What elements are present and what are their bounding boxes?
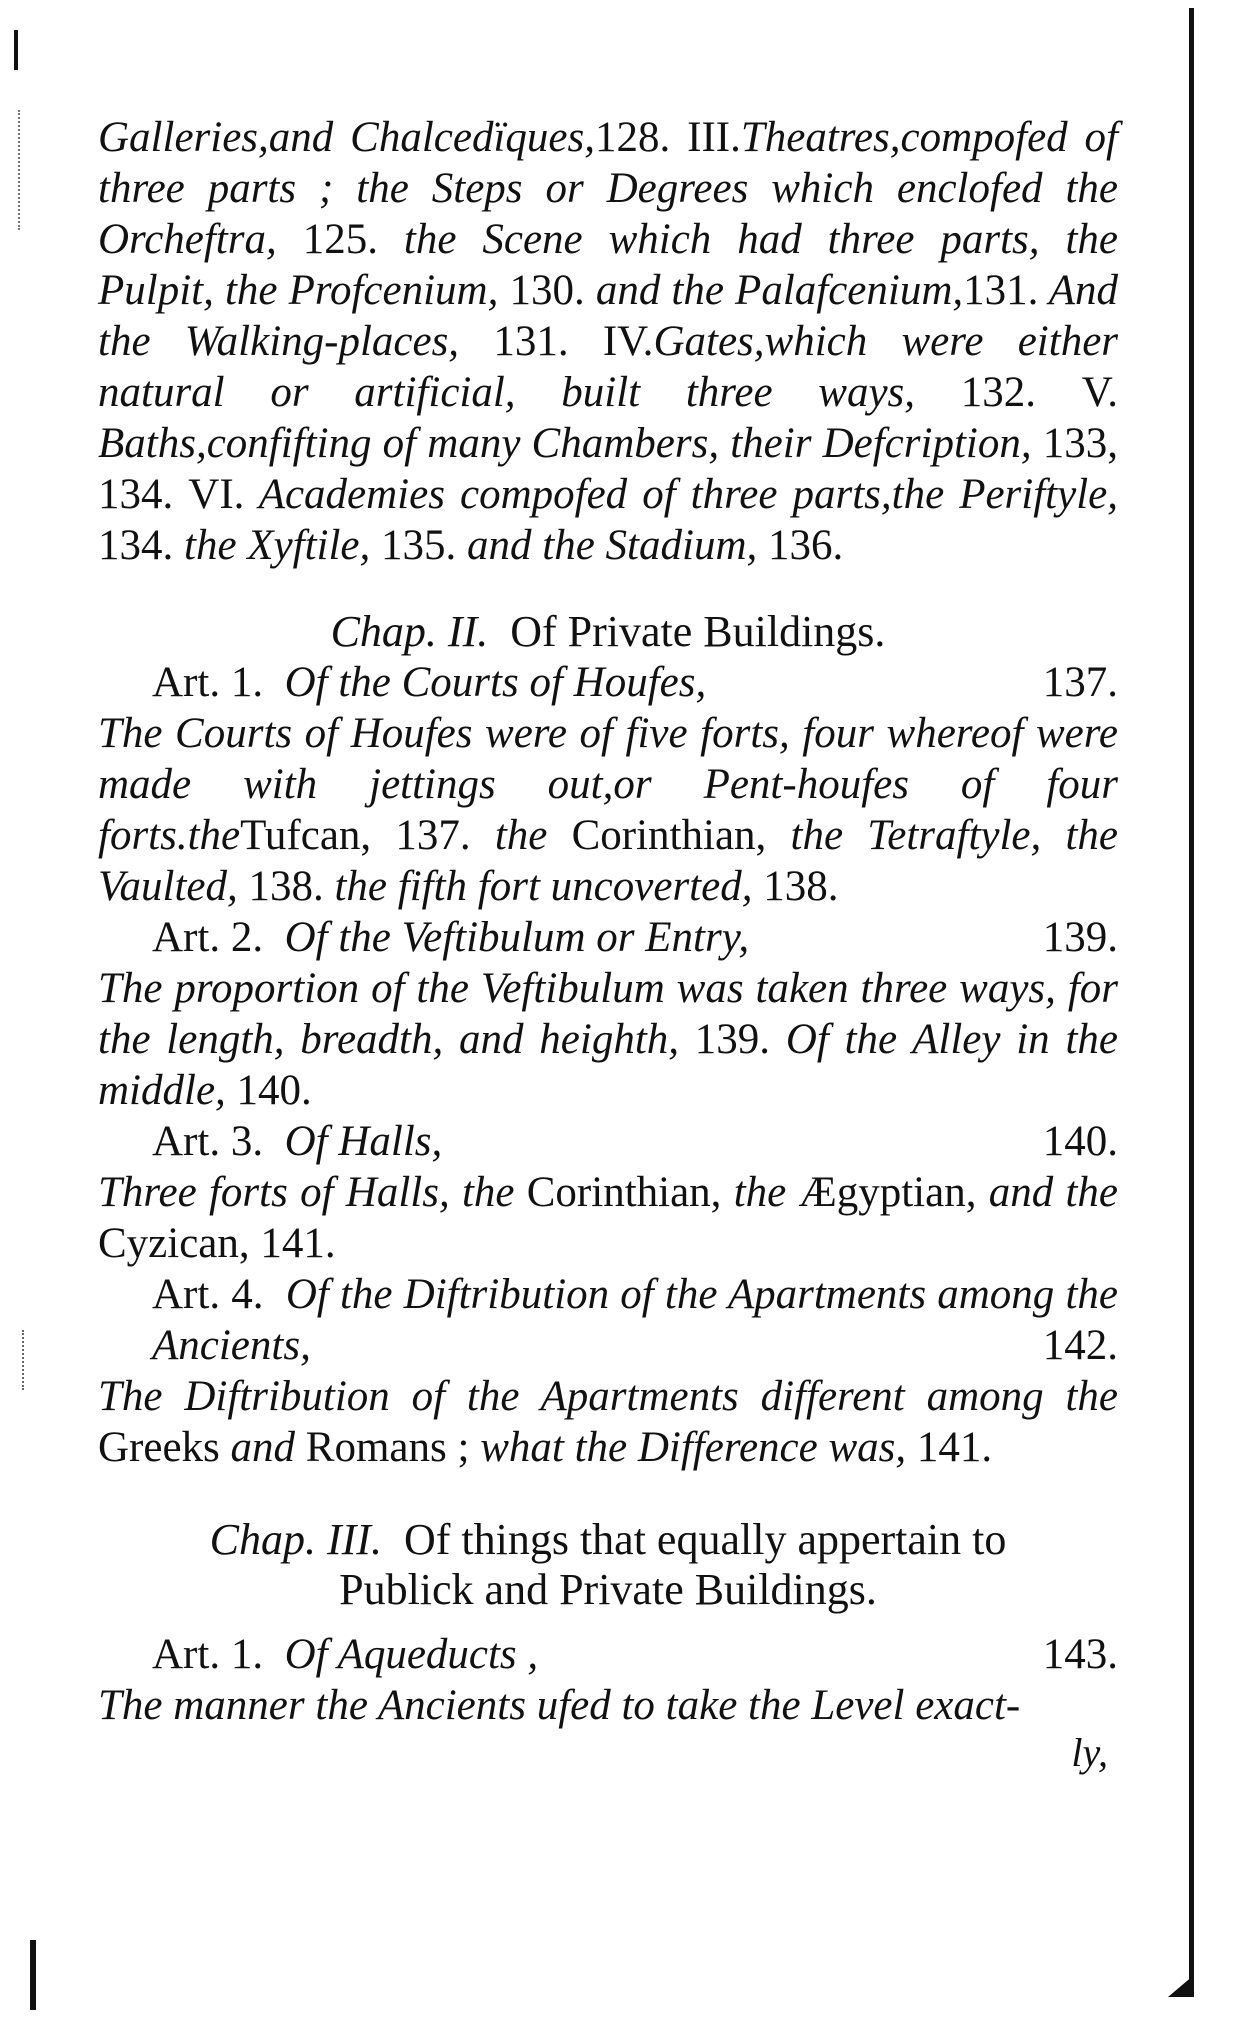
article-title: Of the Veftibulum or Entry, [284, 914, 750, 961]
article-heading [98, 1629, 1118, 1680]
catchword: ly, [1071, 1730, 1108, 1775]
page-edge-rule [1189, 8, 1194, 1988]
scene-text: the Scene which had three parts, the Pulpit, the Profcenium, [98, 216, 1119, 314]
body-text: The Diftribution of the Apartments different among the [98, 1373, 1118, 1420]
greeks-text: Greeks [98, 1424, 220, 1471]
page-ref: 136. [768, 522, 844, 569]
article-body [98, 1167, 1118, 1269]
article-page: 143. [1042, 1631, 1118, 1678]
page-ref: 138. [248, 863, 324, 910]
article-label: Art. 4. [152, 1271, 264, 1318]
cyzican-text: Cyzican, [98, 1220, 250, 1267]
numeral: IV. [602, 318, 654, 365]
page-ref: 137. [395, 812, 471, 859]
academies-text: Academies compofed of three parts,the Periftyle, [258, 471, 1118, 518]
article-page: 139. [1042, 914, 1118, 961]
body-text: the [494, 812, 548, 859]
chapter-heading-3 [98, 1515, 1118, 1615]
numeral: III. [687, 114, 741, 161]
tuscan-text: Tufcan, [240, 812, 372, 859]
body-text: the Tetraftyle, the Vaulted, [98, 812, 1119, 910]
article-heading [98, 1116, 1118, 1167]
article-heading [98, 657, 1118, 708]
page-ref: 138. [763, 863, 839, 910]
article-body [98, 1371, 1118, 1473]
page-ref: 135. [381, 522, 457, 569]
scan-specks [18, 110, 30, 230]
article-label: Art. 3. [152, 1118, 264, 1165]
corinthian-text: Corinthian, [526, 1169, 722, 1216]
body-text: the fifth fort uncoverted, [334, 863, 753, 910]
body-text: Of the Alley in the middle, [98, 1016, 1118, 1114]
article-heading [98, 1269, 1118, 1371]
page-ref: 141. [260, 1220, 336, 1267]
numeral: V. [1081, 369, 1118, 416]
body-text: the [733, 1169, 787, 1216]
article-label: Art. 2. [152, 914, 264, 961]
body-text: and the [988, 1169, 1118, 1216]
gates-text: Gates,which were either natural or artificial, built three ways, [98, 318, 1119, 416]
article-body [98, 1680, 1118, 1731]
theatres-text: Theatres,compofed of three parts ; the Steps or Degrees which enclofed the Orcheftra, [98, 114, 1118, 263]
body-text: what the Difference was, [480, 1424, 907, 1471]
chapter-title-line1: Of things that equally appertain to [403, 1515, 1007, 1564]
article-page: 137. [1042, 659, 1118, 706]
article-body [98, 963, 1118, 1116]
binding-edge-mark [30, 1940, 36, 2010]
body-text: The Courts of Houfes were of five forts, four whereof were made with jettings out,or Pent-houfes of four forts.the [98, 710, 1118, 859]
page-ref: 130. [509, 267, 585, 314]
article-title: Of the Diftribution of the Apartments among the Ancients, [152, 1271, 1118, 1369]
page-ref: 134. [98, 522, 174, 569]
article-title: Of the Courts of Houfes, [284, 659, 707, 706]
body-text: The proportion of the Veftibulum was taken three ways, for the length, breadth, and heighth, [98, 965, 1118, 1063]
numeral: VI. [188, 471, 245, 518]
article-heading [98, 912, 1118, 963]
article-title: Of Aqueducts , [284, 1631, 539, 1678]
galleries-text: Galleries,and Chalcedïques, [98, 114, 595, 161]
scan-specks-lower [22, 1330, 30, 1390]
chapter-label: Chap. III. [209, 1515, 382, 1564]
text-block [98, 112, 1118, 1775]
romans-text: Romans ; [305, 1424, 470, 1471]
chapter-title: Of Private Buildings. [510, 607, 886, 656]
article-page: 142. [1042, 1322, 1118, 1369]
chapter-heading-2 [98, 607, 1118, 657]
body-text: The manner the Ancients ufed to take the Level exact- [98, 1682, 1021, 1729]
article-page: 140. [1042, 1118, 1118, 1165]
page-corner-mark [1168, 1975, 1194, 1997]
xystile-text: the Xyftile, [184, 522, 371, 569]
palascenium-text: and the Palafcenium, [595, 267, 964, 314]
intro-paragraph [98, 112, 1118, 571]
article-label: Art. 1. [152, 659, 264, 706]
stadium-text: and the Stadium, [467, 522, 758, 569]
page-ref: 132. [960, 369, 1037, 416]
page-ref: 140. [236, 1067, 312, 1114]
chapter-title-line2: Publick and Private Buildings. [339, 1565, 877, 1614]
page-ref: 139. [694, 1016, 771, 1063]
body-text: and [230, 1424, 296, 1471]
page-ref: 128. [594, 114, 671, 161]
page-ref: 131. [963, 267, 1039, 314]
egyptian-text: Ægyptian, [798, 1169, 977, 1216]
baths-text: Baths,confifting of many Chambers, their Defcription, [98, 420, 1032, 467]
article-body [98, 708, 1118, 912]
article-label: Art. 1. [152, 1631, 264, 1678]
corinthian-text: Corinthian, [571, 812, 767, 859]
body-text: Three forts of Halls, the [98, 1169, 515, 1216]
page-ref: 125. [302, 216, 378, 263]
article-title: Of Halls, [284, 1118, 443, 1165]
chapter-label: Chap. II. [330, 607, 489, 656]
walking-text: And the Walking-places, [98, 267, 1118, 365]
page-ref: 131. [493, 318, 569, 365]
page-ref: 133, 134. [98, 420, 1118, 518]
page-ref: 141. [916, 1424, 993, 1471]
scan-mark [14, 30, 18, 70]
